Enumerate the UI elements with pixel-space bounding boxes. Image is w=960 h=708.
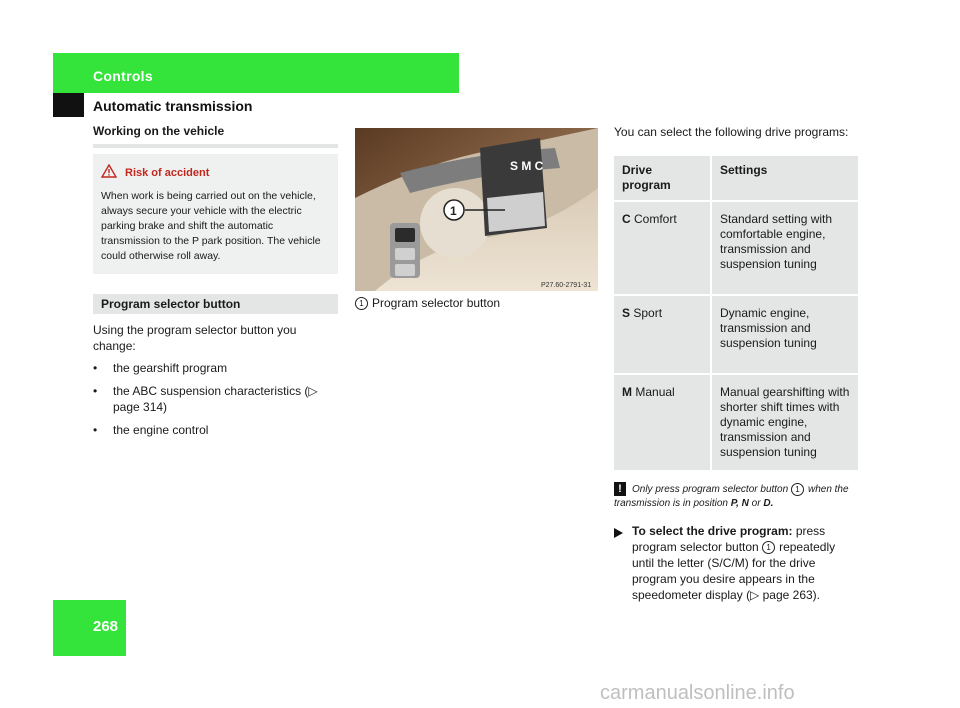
callout-number: 1 xyxy=(791,483,804,496)
program-letter: C xyxy=(622,212,631,226)
arrow-right-icon xyxy=(614,523,624,603)
list-item xyxy=(93,360,338,376)
program-settings: Dynamic engine, transmission and suspension tuning xyxy=(711,295,858,374)
photo-callout: 1 xyxy=(450,204,457,218)
table-row xyxy=(614,295,858,374)
right-column xyxy=(614,124,860,603)
list-item-text: the engine control xyxy=(113,423,209,437)
drive-programs-intro: You can select the following drive programs: xyxy=(614,125,849,139)
list-item xyxy=(93,383,338,415)
photo-caption xyxy=(355,296,500,310)
program-selector-intro: Using the program selector button you change: xyxy=(93,323,297,353)
program-settings: Standard setting with comfortable engine, transmission and suspension tuning xyxy=(711,201,858,295)
page-number: 268 xyxy=(93,618,119,635)
instruction xyxy=(614,523,860,603)
table-header-row xyxy=(614,155,858,201)
instruction-text: repeatedly until the letter (S/C/M) for the drive program you desire appears in the speedometer display (▷ page 263). xyxy=(632,540,836,602)
chapter-title: Controls xyxy=(93,68,153,84)
program-settings: Manual gearshifting with shorter shift times with dynamic engine, transmission and suspension tuning xyxy=(711,374,858,470)
section-rule xyxy=(93,144,338,148)
list-item-text: the ABC suspension characteristics (▷ page 314) xyxy=(113,384,318,414)
program-name: Sport xyxy=(633,306,663,320)
table-header-drive-program: Drive program xyxy=(614,155,711,201)
working-on-vehicle-title: Working on the vehicle xyxy=(93,124,225,138)
bullet-icon: • xyxy=(93,423,98,437)
bullet-icon: • xyxy=(93,361,98,375)
section-heading: Automatic transmission xyxy=(93,98,253,114)
left-column xyxy=(93,124,338,445)
warning-title: Risk of accident xyxy=(125,167,210,179)
table-row xyxy=(614,201,858,295)
bullet-icon: • xyxy=(93,384,98,398)
caption-text: Program selector button xyxy=(372,296,501,310)
program-name: Manual xyxy=(635,385,675,399)
watermark: carmanualsonline.info xyxy=(600,682,795,704)
photo-code: P27.60-2791-31 xyxy=(541,282,592,289)
program-name: Comfort xyxy=(634,212,677,226)
program-letter: M xyxy=(622,385,632,399)
list-item-text: the gearshift program xyxy=(113,361,228,375)
note-position-d: D. xyxy=(763,498,774,509)
callout-number: 1 xyxy=(762,541,775,554)
button-letters: S M C xyxy=(510,159,544,173)
note xyxy=(614,482,860,511)
table-header-settings: Settings xyxy=(711,155,858,201)
bullet-list xyxy=(93,360,338,438)
drive-program-table xyxy=(614,154,858,470)
warning-text: When work is being carried out on the vehicle, always secure your vehicle with the electric parking brake and shift the automatic transmission to the P park position. The vehicle could otherwise roll away. xyxy=(101,190,321,262)
list-item xyxy=(93,422,338,438)
exclamation-icon: ! xyxy=(614,482,626,496)
callout-number: 1 xyxy=(355,297,368,310)
program-letter: S xyxy=(622,306,631,320)
warning-triangle-icon xyxy=(101,164,117,183)
note-text: Only press program selector button xyxy=(632,484,789,495)
warning-box xyxy=(93,154,338,274)
note-or: or xyxy=(751,498,761,509)
instruction-text: press program selector button xyxy=(632,524,826,554)
program-selector-photo xyxy=(355,128,598,291)
table-row xyxy=(614,374,858,470)
header-black-tab xyxy=(53,93,84,117)
note-text: when the transmission is in position xyxy=(614,484,849,509)
note-positions: P, N xyxy=(730,498,749,509)
instruction-lead: To select the drive program: xyxy=(632,524,793,538)
program-selector-heading: Program selector button xyxy=(93,294,338,314)
